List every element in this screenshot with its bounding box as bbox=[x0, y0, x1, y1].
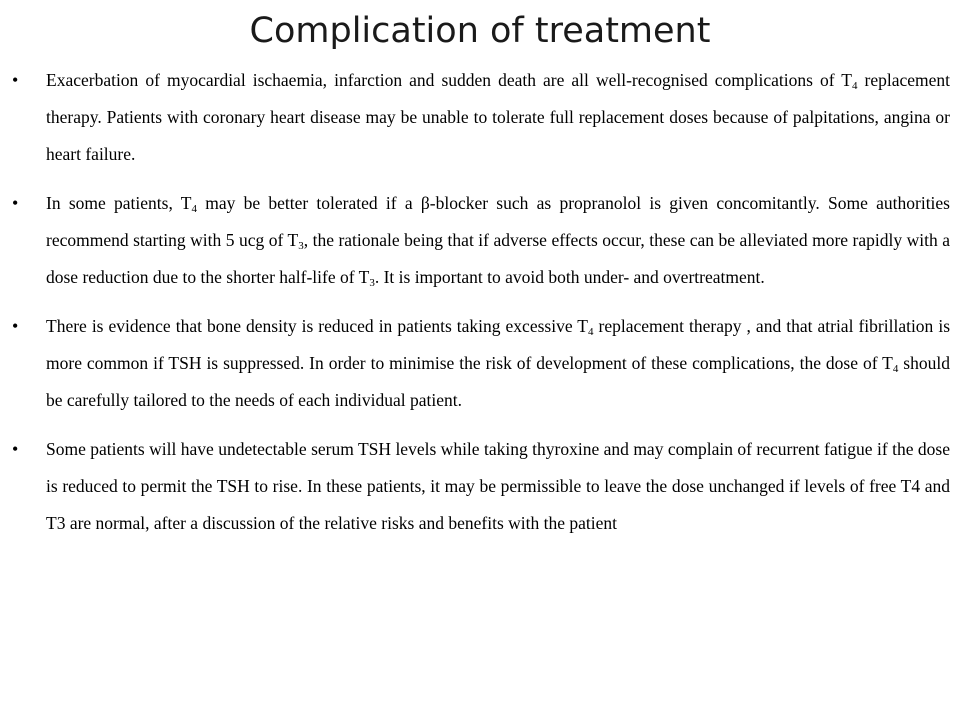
bullet-text bbox=[46, 62, 950, 173]
text-run: Some patients will have undetectable serum TSH levels while taking thyroxine and may complain of recurrent fatigue if the dose is reduced to permit the TSH to rise. In these patients, it may be permissible to leave the dose unchanged if levels of free T4 and T3 are normal, after a discussion of the relative risks and benefits with the patient bbox=[46, 439, 950, 533]
bullet-text bbox=[46, 308, 950, 419]
bullet-item bbox=[0, 185, 960, 296]
text-run: In some patients, T bbox=[46, 193, 192, 213]
bullet-dot-icon: • bbox=[12, 193, 19, 213]
subscript: 4 bbox=[588, 326, 594, 338]
text-run: replacement therapy , and that atrial fibrillation is more common if TSH is suppressed. In order to minimise the risk of development of these complications, the dose of T bbox=[46, 316, 950, 373]
text-run: may be better tolerated if a β-blocker such as propranolol is given concomitantly. Some authorities recommend starting with 5 ucg of T bbox=[46, 193, 950, 250]
subscript: 4 bbox=[851, 80, 858, 92]
bullet-item bbox=[0, 308, 960, 419]
bullet-text bbox=[46, 185, 950, 296]
text-run: There is evidence that bone density is reduced in patients taking excessive T bbox=[46, 316, 588, 336]
bullet-item bbox=[0, 62, 960, 173]
subscript: 3 bbox=[298, 240, 304, 252]
bullet-text bbox=[46, 431, 950, 542]
text-run: Exacerbation of myocardial ischaemia, infarction and sudden death are all well-recognised complications of T bbox=[46, 70, 852, 90]
text-run: . It is important to avoid both under- and overtreatment. bbox=[374, 267, 765, 287]
bullet-dot-icon: • bbox=[12, 316, 19, 336]
text-run: should be carefully tailored to the needs of each individual patient. bbox=[46, 353, 950, 410]
bullet-dot-icon: • bbox=[12, 439, 19, 459]
text-run: , the rationale being that if adverse effects occur, these can be alleviated more rapidly with a dose reduction due to the shorter half-life of T bbox=[46, 230, 950, 287]
bullet-dot-icon: • bbox=[12, 70, 19, 90]
subscript: 3 bbox=[369, 277, 375, 289]
text-run: replacement therapy. Patients with coronary heart disease may be unable to tolerate full replacement doses because of palpitations, angina or heart failure. bbox=[46, 70, 950, 164]
bullet-list bbox=[0, 62, 960, 554]
subscript: 4 bbox=[892, 363, 899, 375]
bullet-item bbox=[0, 431, 960, 542]
subscript: 4 bbox=[191, 203, 197, 215]
slide-title: Complication of treatment bbox=[249, 11, 711, 51]
